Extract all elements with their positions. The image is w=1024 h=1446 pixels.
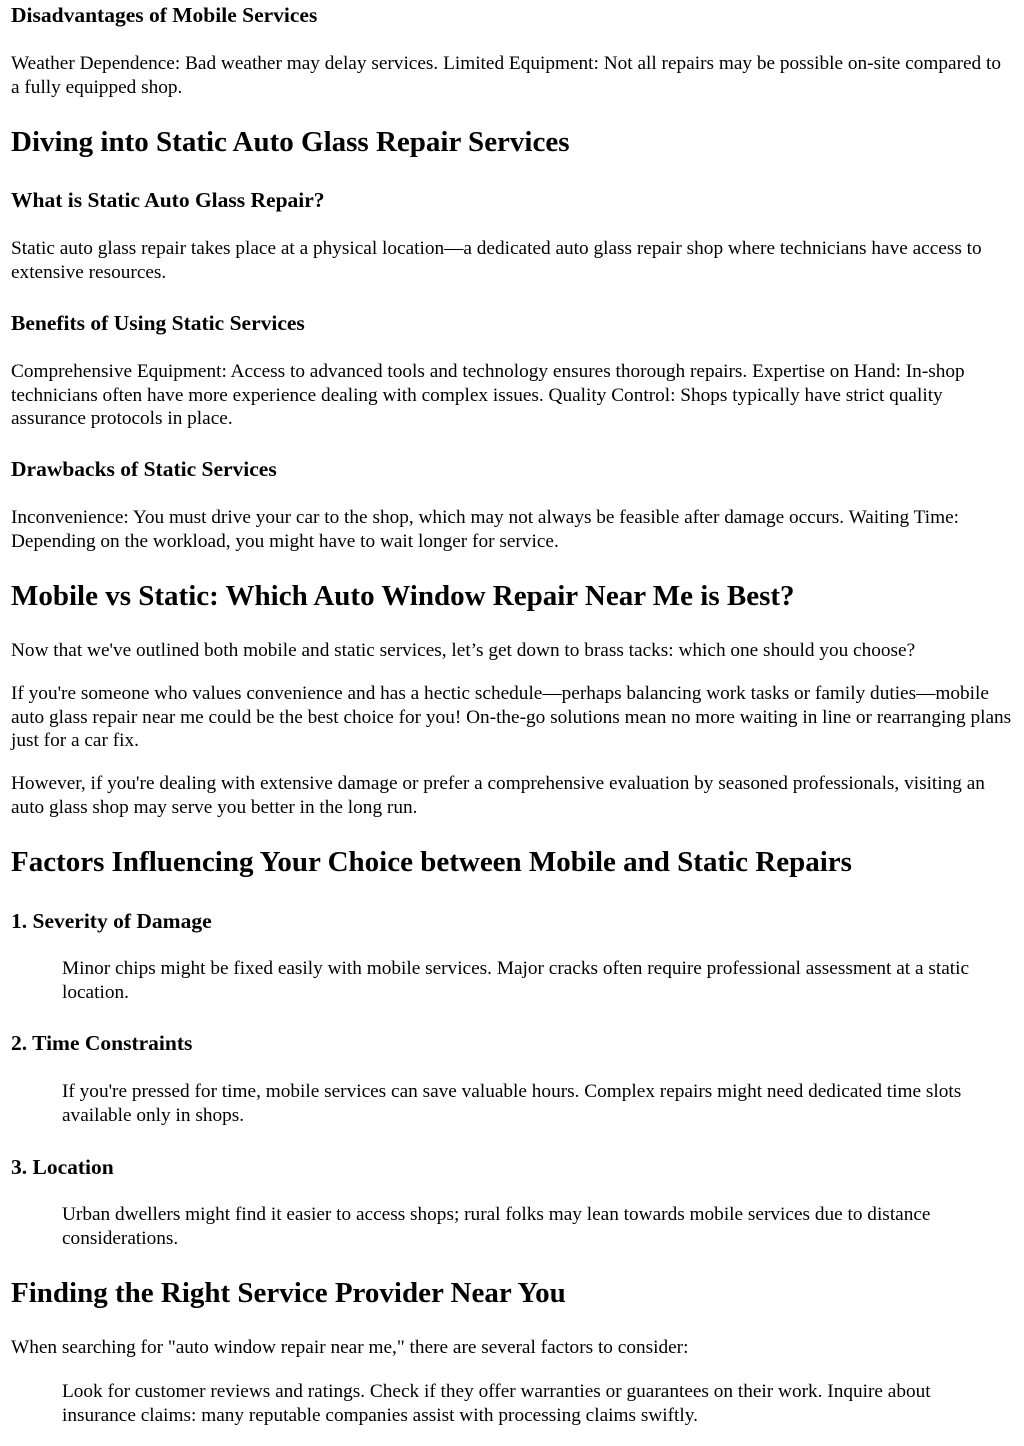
heading-static-drawbacks: Drawbacks of Static Services (11, 457, 277, 481)
paragraph-static-drawbacks: Inconvenience: You must drive your car to the shop, which may not always be feasible after damage occurs. Waiting Time: Depending on the workload, you might have to wait longer for service. (11, 507, 959, 552)
heading-static-services: Diving into Static Auto Glass Repair Services (11, 126, 570, 158)
heading-what-is-static: What is Static Auto Glass Repair? (11, 188, 325, 212)
heading-mobile-disadvantages: Disadvantages of Mobile Services (11, 3, 318, 27)
paragraph-comparison-1: Now that we've outlined both mobile and static services, let’s get down to brass tacks: which one should you choose? (11, 640, 916, 661)
heading-factor-time: 2. Time Constraints (11, 1031, 193, 1055)
heading-factor-location: 3. Location (11, 1155, 114, 1179)
paragraph-provider-intro: When searching for "auto window repair near me," there are several factors to consider: (11, 1337, 689, 1358)
heading-static-benefits: Benefits of Using Static Services (11, 311, 305, 335)
heading-factor-severity: 1. Severity of Damage (11, 909, 212, 933)
paragraph-comparison-3: However, if you're dealing with extensive damage or prefer a comprehensive evaluation by seasoned professionals, visiting an auto glass shop may serve you better in the long run. (11, 773, 985, 818)
paragraph-mobile-disadvantages: Weather Dependence: Bad weather may delay services. Limited Equipment: Not all repairs may be possible on-site compared to a fully equipped shop. (11, 53, 1002, 98)
factor-time-text: If you're pressed for time, mobile services can save valuable hours. Complex repairs might need dedicated time slots available only in shops. (62, 1081, 962, 1126)
factor-severity-text: Minor chips might be fixed easily with mobile services. Major cracks often require professional assessment at a static location. (62, 958, 970, 1003)
factor-location-text: Urban dwellers might find it easier to access shops; rural folks may lean towards mobile services due to distance considerations. (62, 1204, 931, 1249)
heading-factors: Factors Influencing Your Choice between Mobile and Static Repairs (11, 846, 852, 878)
paragraph-static-benefits: Comprehensive Equipment: Access to advanced tools and technology ensures thorough repairs. Expertise on Hand: In-shop technicians often have more experience dealing with complex issues. Quality Control: Shops typically have strict quality assurance protocols in place. (11, 361, 965, 429)
paragraph-what-is-static: Static auto glass repair takes place at a physical location—a dedicated auto glass repair shop where technicians have access to extensive resources. (11, 238, 982, 283)
heading-finding-provider: Finding the Right Service Provider Near You (11, 1277, 566, 1309)
heading-mobile-vs-static: Mobile vs Static: Which Auto Window Repair Near Me is Best? (11, 580, 795, 612)
provider-tips-text: Look for customer reviews and ratings. Check if they offer warranties or guarantees on their work. Inquire about insurance claims: many reputable companies assist with processing claims swiftly. (62, 1381, 931, 1426)
paragraph-comparison-2: If you're someone who values convenience and has a hectic schedule—perhaps balancing work tasks or family duties—mobile auto glass repair near me could be the best choice for you! On-the-go solutions mean no more waiting in line or rearranging plans just for a car fix. (11, 683, 1012, 751)
